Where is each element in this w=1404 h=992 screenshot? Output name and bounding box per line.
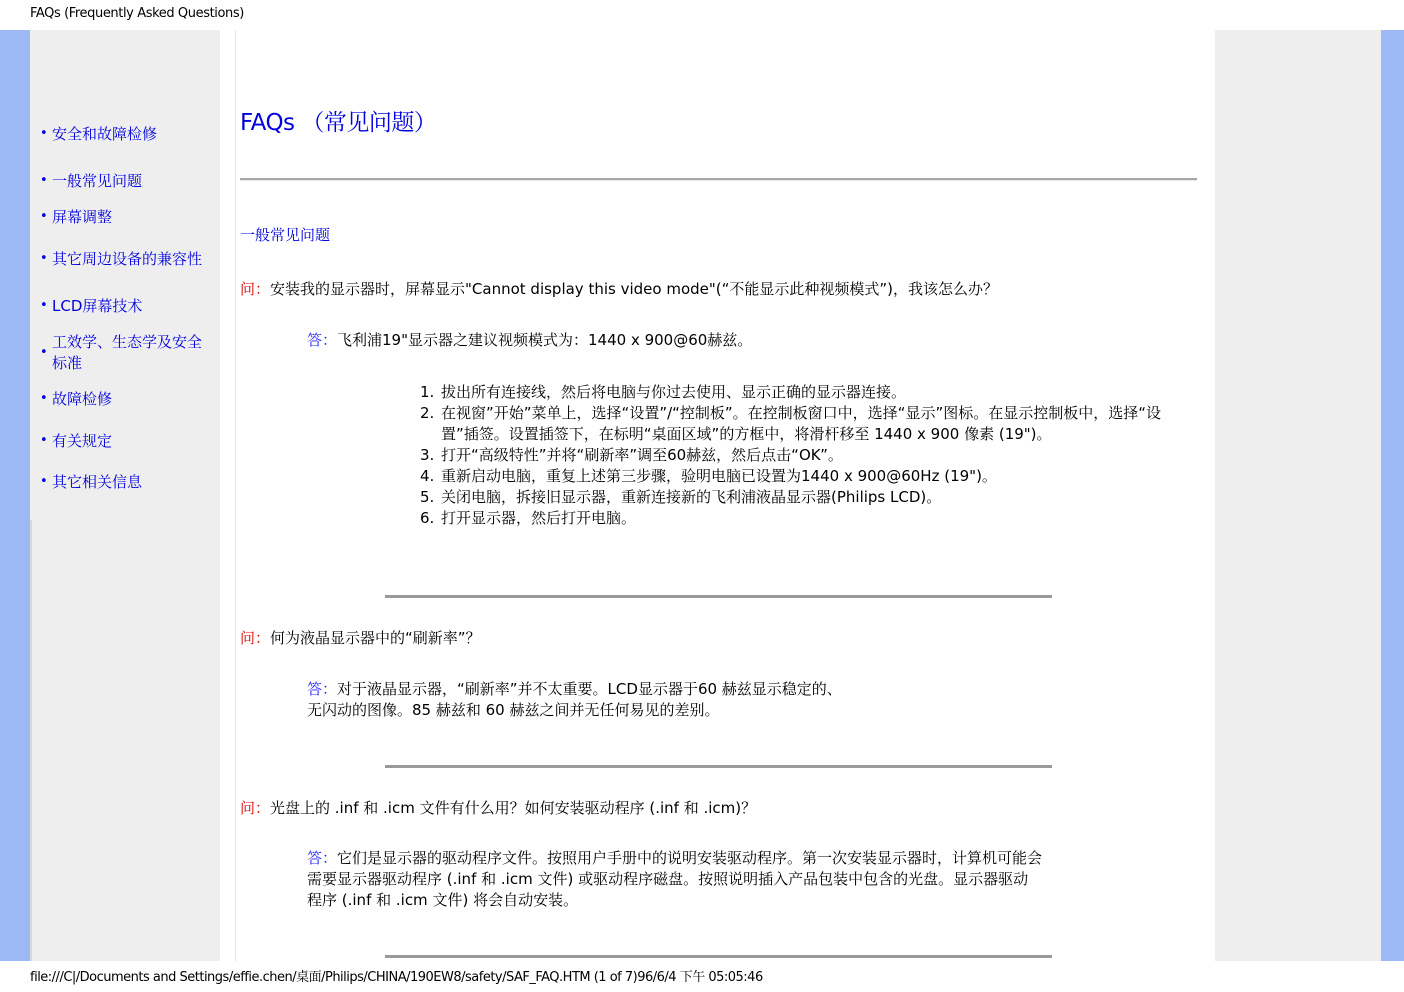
faq-question: [240, 797, 756, 818]
question-text: 何为液晶显示器中的“刷新率”？: [270, 629, 481, 647]
section-title: 一般常见问题: [240, 226, 331, 244]
answer-text: 无闪动的图像。85 赫兹和 60 赫兹之间并无任何易见的差别。: [307, 701, 720, 719]
answer-text: 对于液晶显示器，“刷新率”并不太重要。LCD显示器于60 赫兹显示稳定的、: [337, 680, 842, 698]
sidebar-link-general-faq[interactable]: 一般常见问题: [52, 172, 143, 190]
right-margin: [1215, 30, 1381, 961]
sidebar-item-safety[interactable]: [40, 124, 215, 145]
question-text: 光盘上的 .inf 和 .icm 文件有什么用？如何安装驱动程序 (.inf 和 .icm)？: [270, 799, 757, 817]
sidebar-item-lcd-tech[interactable]: [40, 296, 215, 317]
bullet-icon: •: [40, 433, 48, 448]
faq-divider: [385, 955, 1052, 958]
answer-label: 答：: [307, 680, 338, 698]
sidebar-item-regulatory[interactable]: [40, 431, 215, 452]
answer-label: 答：: [307, 849, 338, 867]
faq-question: [240, 278, 998, 299]
question-label: 问：: [240, 799, 271, 817]
bullet-icon: •: [40, 474, 48, 489]
left-band: [0, 30, 30, 961]
sidebar-link-troubleshooting[interactable]: 故障检修: [52, 390, 113, 408]
sidebar-item-screen-adjust[interactable]: [40, 207, 215, 228]
bullet-icon: •: [40, 173, 48, 188]
sidebar-item-ergonomics[interactable]: [40, 332, 215, 374]
bullet-icon: •: [40, 391, 48, 406]
sidebar-link-other-info[interactable]: 其它相关信息: [52, 473, 143, 491]
title-divider: [240, 178, 1197, 181]
faq-question: [240, 627, 481, 648]
sidebar-link-ergonomics[interactable]: 工效学、生态学及安全标准: [52, 333, 203, 372]
sidebar-edge: [30, 520, 32, 961]
answer-text: 它们是显示器的驱动程序文件。按照用户手册中的说明安装驱动程序。第一次安装显示器时，计算机可能会: [337, 849, 1043, 867]
faq-answer: [307, 679, 842, 721]
answer-text: 需要显示器驱动程序 (.inf 和 .icm 文件) 或驱动程序磁盘。按照说明插入产品包装中包含的光盘。显示器驱动: [307, 870, 1029, 888]
sidebar-link-compatibility[interactable]: 其它周边设备的兼容性: [52, 250, 203, 268]
answer-label: 答：: [307, 331, 338, 349]
step-item: 5. 关闭电脑，拆接旧显示器，重新连接新的飞利浦液晶显示器(Philips LCD)。: [420, 488, 942, 506]
sidebar-item-general-faq[interactable]: [40, 171, 215, 192]
bullet-icon: •: [40, 126, 48, 141]
bullet-icon: •: [40, 298, 48, 313]
step-item: 2. 在视窗”开始”菜单上，选择“设置”/“控制板”。在控制板窗口中，选择“显示”图标。在显示控制板中，选择“设置”插签。设置插签下，在标明“桌面区域”的方框中，将滑杆移至 1440 x 900 像素 (19")。: [420, 404, 1161, 443]
steps-list: [420, 382, 1190, 529]
right-band: [1381, 30, 1404, 961]
step-item: 3. 打开“高级特性”并将“刷新率”调至60赫兹，然后点击“OK”。: [420, 446, 843, 464]
sidebar-link-regulatory[interactable]: 有关规定: [52, 432, 113, 450]
bullet-icon: •: [40, 251, 48, 266]
sidebar-link-lcd-tech[interactable]: LCD屏幕技术: [52, 297, 143, 315]
question-label: 问：: [240, 629, 271, 647]
sidebar: [30, 30, 220, 961]
answer-text: 程序 (.inf 和 .icm 文件) 将会自动安装。: [307, 891, 579, 909]
page-header: FAQs (Frequently Asked Questions): [30, 6, 244, 21]
bullet-icon: •: [40, 345, 48, 360]
step-item: 6. 打开显示器，然后打开电脑。: [420, 509, 637, 527]
sidebar-item-troubleshooting[interactable]: [40, 389, 215, 410]
answer-text: 飞利浦19"显示器之建议视频模式为：1440 x 900@60赫兹。: [337, 331, 753, 349]
step-item: 1. 拔出所有连接线，然后将电脑与你过去使用、显示正确的显示器连接。: [420, 383, 907, 401]
sidebar-link-screen-adjust[interactable]: 屏幕调整: [52, 208, 113, 226]
page-footer: file:///C|/Documents and Settings/effie.chen/桌面/Philips/CHINA/190EW8/safety/SAF_FAQ.HTM (1 of 7)96/6/4 下午 05:05:46: [30, 970, 763, 985]
sidebar-link-safety[interactable]: 安全和故障检修: [52, 125, 158, 143]
step-item: 4. 重新启动电脑，重复上述第三步骤，验明电脑已设置为1440 x 900@60Hz (19")。: [420, 467, 997, 485]
faq-divider: [385, 765, 1052, 768]
faq-answer: [307, 330, 752, 351]
content-divider: [235, 30, 236, 961]
bullet-icon: •: [40, 209, 48, 224]
question-label: 问：: [240, 280, 271, 298]
question-text: 安装我的显示器时，屏幕显示"Cannot display this video mode"(“不能显示此种视频模式”)，我该怎么办？: [270, 280, 999, 298]
faq-divider: [385, 595, 1052, 598]
page-title: FAQs （常见问题）: [240, 110, 437, 136]
faq-answer: [307, 848, 1042, 911]
sidebar-item-other-info[interactable]: [40, 472, 215, 493]
sidebar-item-compatibility[interactable]: [40, 249, 215, 270]
